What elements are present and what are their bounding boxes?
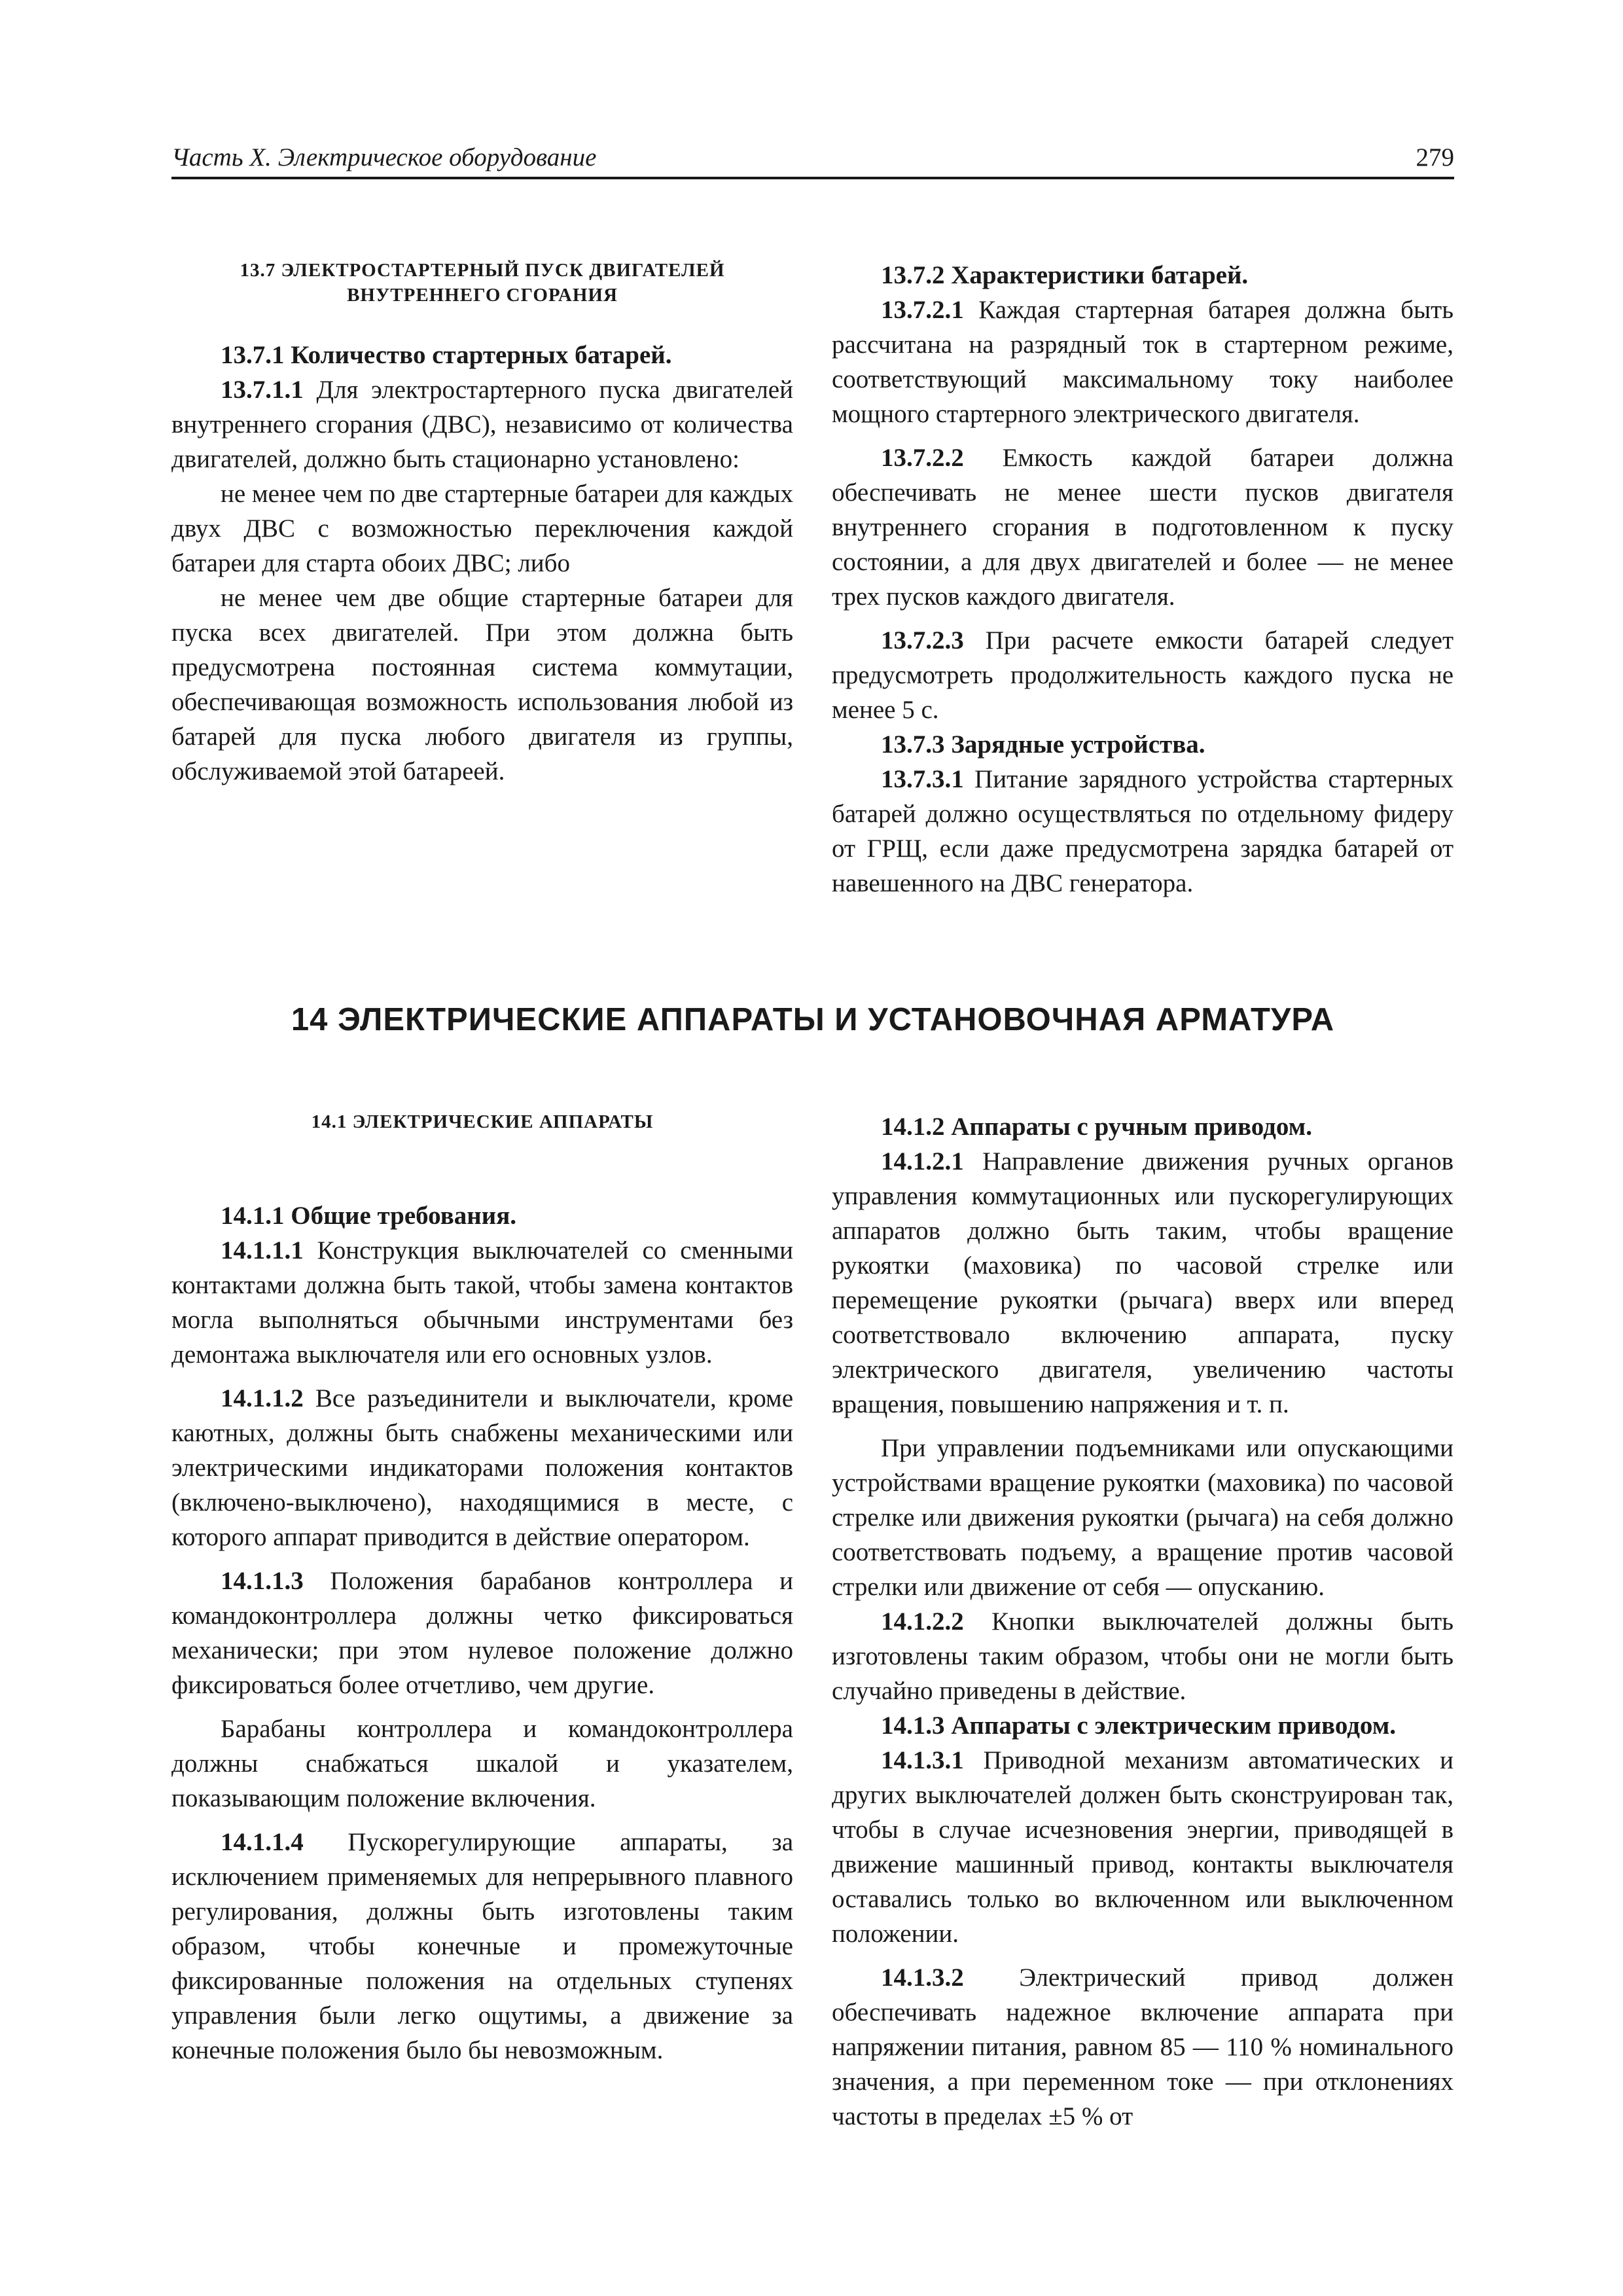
- clause-number: 14.1.3.1: [881, 1746, 964, 1774]
- section-title-13-7-line1: 13.7 ЭЛЕКТРОСТАРТЕРНЫЙ ПУСК ДВИГАТЕЛЕЙ: [240, 260, 725, 281]
- paragraph-14-1-3-1: 14.1.3.1 Приводной механизм автоматических и других выключателей должен быть сконструирован так, чтобы в случае исчезновения энергии, приводящей в движение машинный привод, контакты выключателя оставались только во включенном или выключенном положении.: [832, 1746, 1454, 1948]
- paragraph-14-1-1-3: 14.1.1.3 Положения барабанов контроллера и командоконтроллера должны четко фиксироваться механически; при этом нулевое положение должно фиксироваться более отчетливо, чем другие.: [171, 1567, 793, 1699]
- paragraph-14-1-1-1: 14.1.1.1 Конструкция выключателей со сменными контактами должна быть такой, чтобы замена контактов могла выполняться обычными инструментами без демонтажа выключателя или его основных узлов.: [171, 1236, 793, 1369]
- section-title-13-7-line2: ВНУТРЕННЕГО СГОРАНИЯ: [347, 285, 618, 306]
- paragraph-13-7-2-3: 13.7.2.3 При расчете емкости батарей следует предусмотреть продолжительность каждого пуска не менее 5 с.: [832, 626, 1454, 724]
- clause-number: 14.1.1.1: [221, 1236, 304, 1265]
- column-14-1-left: [171, 1109, 793, 2068]
- clause-number: 13.7.2.3: [881, 626, 964, 655]
- paragraph-14-1-2-1: 14.1.2.1 Направление движения ручных органов управления коммутационных или пускорегулирующих аппаратов должно быть таким, чтобы вращение рукоятки (маховика) по часовой стрелке или перемещение рукоятки (рычага) вверх или вперед соответствовало включению аппарата, пуску электрического двигателя, увеличению частоты вращения, повышению напряжения и т. п.: [832, 1147, 1454, 1418]
- clause-number: 13.7.1.1: [221, 376, 304, 404]
- column-13-7-right: [832, 258, 1454, 901]
- paragraph-13-7-1-1: 13.7.1.1 Для электростартерного пуска двигателей внутреннего сгорания (ДВС), независимо от количества двигателей, должно быть стационарно установлено:: [171, 376, 793, 473]
- clause-number: 14.1.1.3: [221, 1567, 304, 1595]
- heading-13-7-2: 13.7.2 Характеристики батарей.: [881, 261, 1249, 289]
- page-number: 279: [1416, 143, 1454, 171]
- clause-number: 14.1.1.4: [221, 1828, 304, 1856]
- paragraph-13-7-3-1: 13.7.3.1 Питание зарядного устройства стартерных батарей должно осуществляться по отдельному фидеру от ГРЩ, если даже предусмотрена зарядка батарей от навешенного на ДВС генератора.: [832, 765, 1454, 897]
- clause-number: 14.1.2.1: [881, 1147, 964, 1175]
- paragraph-14-1-3-2: 14.1.3.2 Электрический привод должен обеспечивать надежное включение аппарата при напряжении питания, равном 85 — 110 % номинального значения, а при переменном токе — при отклонениях частоты в пределах ±5 % от: [832, 1964, 1454, 2130]
- paragraph-option-b: не менее чем две общие стартерные батареи для пуска всех двигателей. При этом должна быть предусмотрена постоянная система коммутации, обеспечивающая возможность использования любой из батарей для пуска любого двигателя из группы, обслуживаемой этой батареей.: [171, 584, 793, 785]
- paragraph-14-1-1-2: 14.1.1.2 Все разъединители и выключатели, кроме каютных, должны быть снабжены механическими или электрическими индикаторами положения контактов (включено-выключено), находящимися в месте, с которого аппарат приводится в действие оператором.: [171, 1384, 793, 1551]
- clause-number: 13.7.3.1: [881, 765, 964, 793]
- column-14-1-right: [832, 1109, 1454, 2134]
- paragraph-option-a: не менее чем по две стартерные батареи для каждых двух ДВС с возможностью переключения каждой батареи для старта обоих ДВС; либо: [171, 480, 793, 577]
- column-13-7-left: [171, 258, 793, 789]
- heading-13-7-3: 13.7.3 Зарядные устройства.: [881, 730, 1205, 759]
- clause-number: 14.1.3.2: [881, 1964, 964, 1992]
- heading-14-1-3: 14.1.3 Аппараты с электрическим приводом.: [881, 1712, 1397, 1740]
- clause-number: 13.7.2.1: [881, 296, 964, 324]
- running-header: [171, 140, 1454, 179]
- running-title: Часть X. Электрическое оборудование: [171, 143, 597, 171]
- paragraph-14-1-2-2: 14.1.2.2 Кнопки выключателей должны быть изготовлены таким образом, чтобы они не могли быть случайно приведены в действие.: [832, 1607, 1454, 1705]
- clause-number: 13.7.2.2: [881, 444, 964, 472]
- clause-number: 14.1.2.2: [881, 1607, 964, 1636]
- heading-14-1-2: 14.1.2 Аппараты с ручным приводом.: [881, 1113, 1312, 1141]
- paragraph-14-1-1-4: 14.1.1.4 Пускорегулирующие аппараты, за исключением применяемых для непрерывного плавного регулирования, должны быть изготовлены таким образом, чтобы конечные и промежуточные фиксированные положения на отдельных ступенях управления были легко ощутимы, а движение за конечные положения было бы невозможным.: [171, 1828, 793, 2064]
- paragraph-13-7-2-1: 13.7.2.1 Каждая стартерная батарея должна быть рассчитана на разрядный ток в стартерном режиме, соответствующий максимальному току наиболее мощного стартерного электрического двигателя.: [832, 296, 1454, 428]
- clause-number: 14.1.1.2: [221, 1384, 304, 1412]
- paragraph-13-7-2-2: 13.7.2.2 Емкость каждой батареи должна обеспечивать не менее шести пусков двигателя внутреннего сгорания в подготовленном к пуску состоянии, а для двух двигателей и более — не менее трех пусков каждого двигателя.: [832, 444, 1454, 611]
- heading-14-1-1: 14.1.1 Общие требования.: [221, 1202, 517, 1230]
- chapter-title-14: 14 ЭЛЕКТРИЧЕСКИЕ АППАРАТЫ И УСТАНОВОЧНАЯ АРМАТУРА: [291, 1002, 1335, 1037]
- heading-13-7-1: 13.7.1 Количество стартерных батарей.: [221, 341, 672, 369]
- paragraph-lifts: При управлении подъемниками или опускающими устройствами вращение рукоятки (маховика) по часовой стрелке или движения рукоятки (рычага) на себя должно соответствовать подъему, а вращение против часовой стрелки или движение от себя — опусканию.: [832, 1434, 1454, 1601]
- section-title-14-1: 14.1 ЭЛЕКТРИЧЕСКИЕ АППАРАТЫ: [311, 1111, 654, 1132]
- paragraph-drums: Барабаны контроллера и командоконтроллера должны снабжаться шкалой и указателем, показывающим положение включения.: [171, 1715, 793, 1812]
